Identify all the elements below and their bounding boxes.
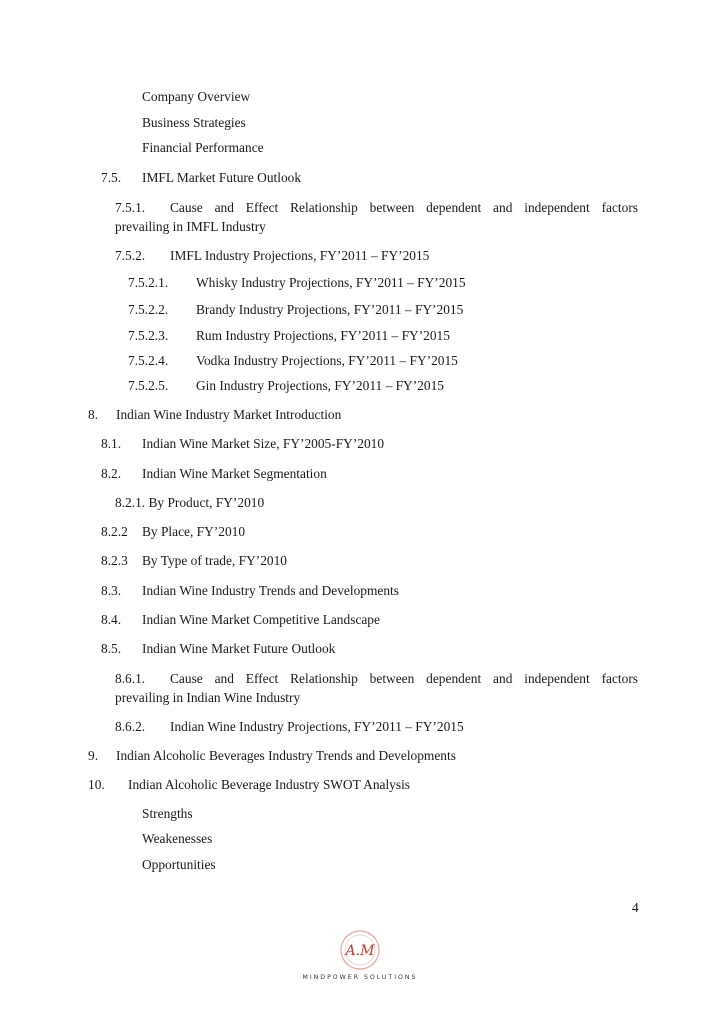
toc-item-text: By Type of trade, FY’2010	[142, 553, 287, 568]
toc-item-number: 8.1.	[101, 436, 122, 451]
toc-item-continuation: prevailing in IMFL Industry	[115, 219, 266, 234]
toc-item-text: Indian Wine Market Size, FY’2005-FY’2010	[142, 436, 385, 451]
toc-item-number: 8.5.	[101, 641, 122, 656]
toc-item-text: Indian Alcoholic Beverages Industry Trends and Developments	[116, 748, 456, 763]
toc-item-text: Indian Wine Industry Market Introduction	[116, 407, 342, 422]
toc-item-number: 8.6.2.	[115, 719, 146, 734]
toc-item-text: Vodka Industry Projections, FY’2011 – FY’2015	[196, 353, 458, 368]
toc-item-text: Indian Wine Industry Projections, FY’2011 – FY’2015	[170, 719, 464, 734]
toc-item-number: 9.	[88, 748, 99, 763]
toc-item-text: Rum Industry Projections, FY’2011 – FY’2015	[196, 328, 450, 343]
toc-item-number: 8.6.1.	[115, 671, 146, 686]
toc-item-text: Company Overview	[142, 89, 251, 104]
toc-item-number: 8.2.3	[101, 553, 128, 568]
toc-item-number: 7.5.2.1.	[128, 275, 169, 290]
toc-item-continuation: prevailing in Indian Wine Industry	[115, 690, 301, 705]
page-number: 4	[632, 900, 639, 915]
toc-item-text: Gin Industry Projections, FY’2011 – FY’2015	[196, 378, 444, 393]
toc-item-number: 8.2.	[101, 466, 122, 481]
toc-item-number: 8.4.	[101, 612, 122, 627]
toc-item-number: 8.2.2	[101, 524, 128, 539]
toc-item-number: 10.	[88, 777, 105, 792]
toc-item-text: Indian Alcoholic Beverage Industry SWOT Analysis	[128, 777, 411, 792]
toc-item-text: Business Strategies	[142, 115, 246, 130]
toc-item-number: 7.5.2.2.	[128, 302, 169, 317]
toc-item-text: Strengths	[142, 806, 193, 821]
toc-item-text: Weakenesses	[142, 831, 213, 846]
toc-item-number: 7.5.2.3.	[128, 328, 169, 343]
am-logo-icon	[290, 928, 430, 974]
toc-item-number: 7.5.2.	[115, 248, 146, 263]
toc-item-text: IMFL Market Future Outlook	[142, 170, 302, 185]
toc-item-number: 7.5.2.5.	[128, 378, 169, 393]
toc-item-number: 7.5.	[101, 170, 122, 185]
logo-initials: A.M	[345, 943, 375, 959]
toc-item-text: Indian Wine Market Future Outlook	[142, 641, 336, 656]
toc-item-text: Cause and Effect Relationship between dependent and independent factors	[170, 200, 638, 215]
toc-item-text: Brandy Industry Projections, FY’2011 – FY’2015	[196, 302, 464, 317]
toc-item-text: Whisky Industry Projections, FY’2011 – FY’2015	[196, 275, 466, 290]
logo-caption: MINDPOWER SOLUTIONS	[302, 974, 418, 981]
toc-item-text: Opportunities	[142, 857, 216, 872]
toc-item-number: 8.3.	[101, 583, 122, 598]
toc-item-text: Indian Wine Market Competitive Landscape	[142, 612, 380, 627]
mindpower-logo	[290, 928, 430, 988]
toc-item-text: Cause and Effect Relationship between dependent and independent factors	[170, 671, 638, 686]
toc-item-text: Indian Wine Industry Trends and Developments	[142, 583, 399, 598]
toc-item-text: IMFL Industry Projections, FY’2011 – FY’2015	[170, 248, 430, 263]
toc-item-number: 8.	[88, 407, 99, 422]
toc-item-number: 7.5.2.4.	[128, 353, 169, 368]
toc-item-text: Indian Wine Market Segmentation	[142, 466, 327, 481]
toc-item-text: By Place, FY’2010	[142, 524, 246, 539]
toc-item-text: Financial Performance	[142, 140, 264, 155]
toc-item-number: 7.5.1.	[115, 200, 146, 215]
toc-item-text: 8.2.1. By Product, FY’2010	[115, 495, 265, 510]
